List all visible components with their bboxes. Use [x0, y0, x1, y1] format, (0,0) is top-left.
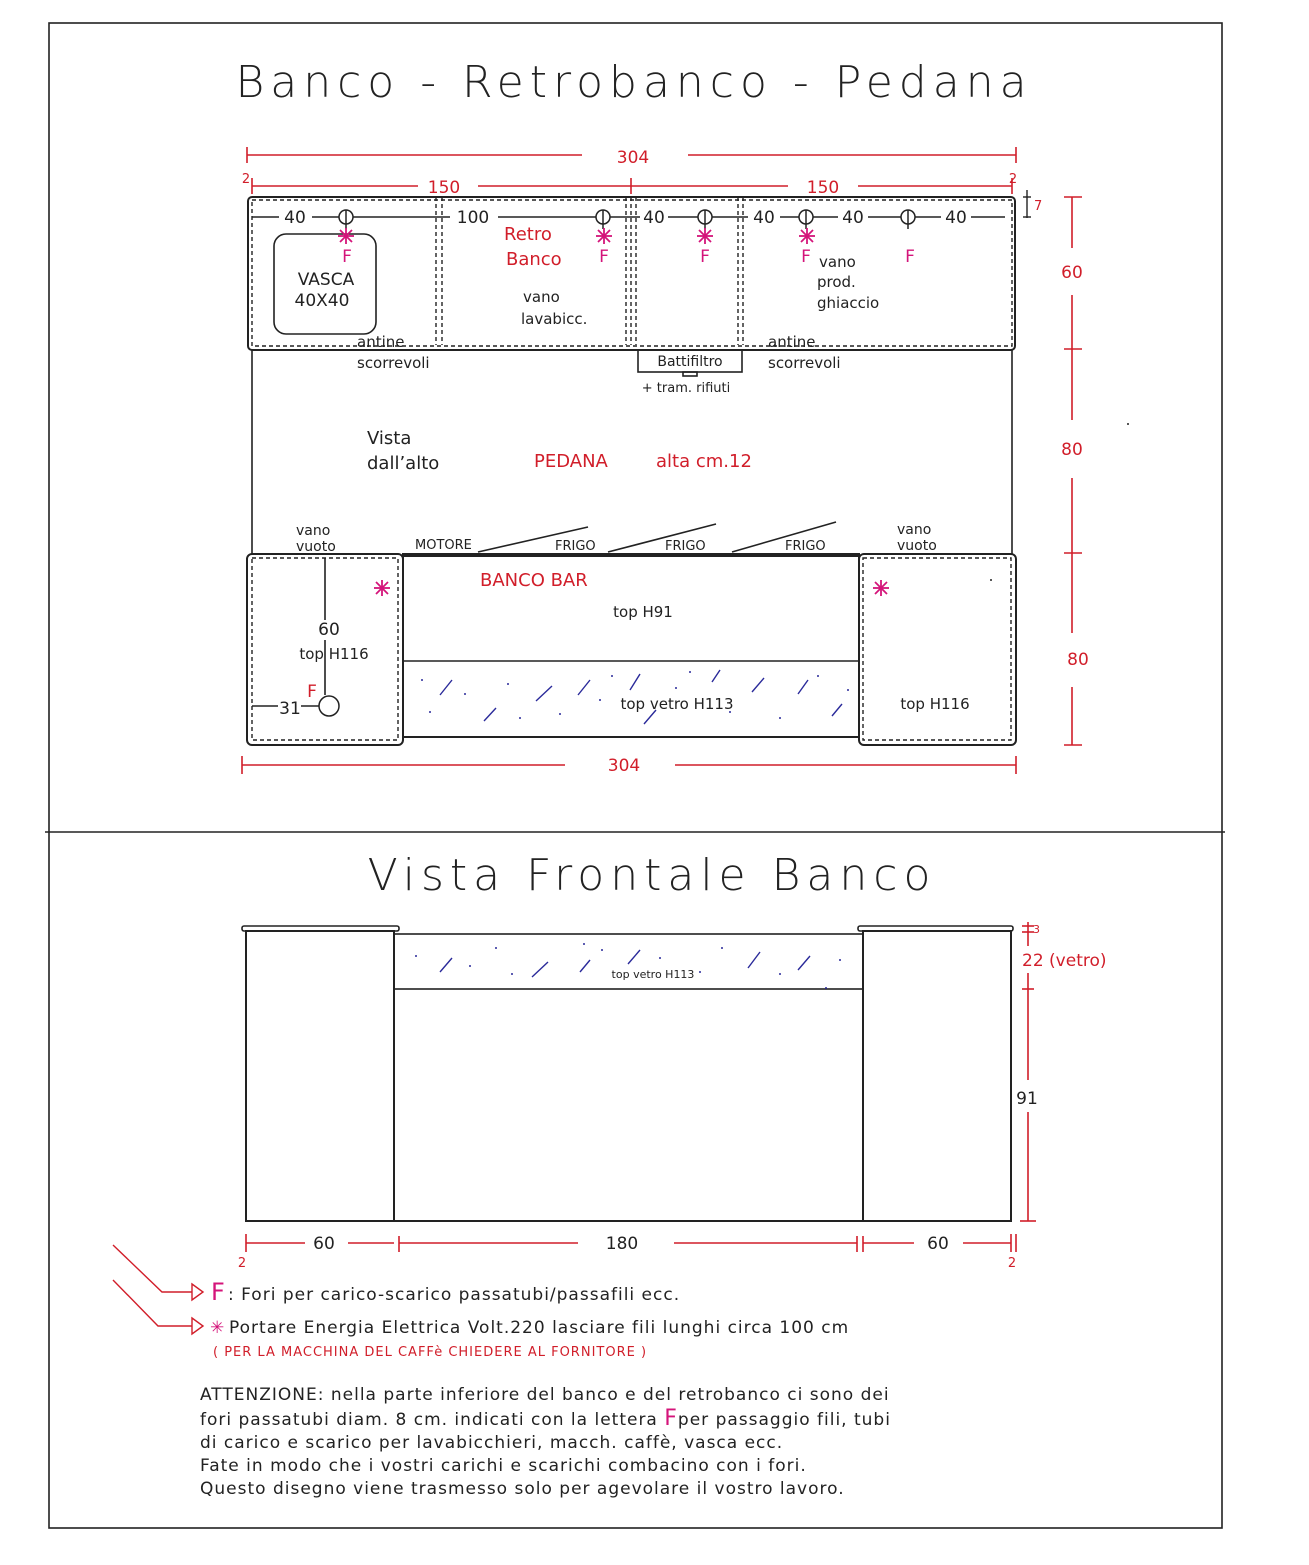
tram-rifiuti-label: + tram. rifiuti [641, 381, 731, 396]
legend-star-text: Portare Energia Elettrica Volt.220 lasciare fili lunghi circa 100 cm [229, 1318, 850, 1338]
dim-7 [1023, 190, 1042, 218]
notes-line-1: ATTENZIONE: nella parte inferiore del banco e del retrobanco ci sono dei [200, 1385, 890, 1405]
vasca-label-1: VASCA [297, 270, 355, 290]
dim-7-label: 7 [1034, 199, 1043, 214]
legend-f-text: : Fori per carico-scarico passatubi/passafili ecc. [228, 1285, 681, 1305]
vano-lavabicc-2: lavabicc. [521, 310, 588, 328]
dim-80-pedana: 80 [1061, 440, 1083, 460]
dim-40-d: 40 [842, 208, 864, 228]
dim-40-a: 40 [284, 208, 306, 228]
dim-304-top-label: 304 [616, 148, 650, 168]
vasca-label-2: 40X40 [294, 291, 350, 311]
attention-notes [200, 1384, 1100, 1501]
top-h116-right: top H116 [900, 695, 970, 713]
banco-right-block [859, 554, 1016, 745]
frigo-label-2: FRIGO [665, 539, 706, 554]
front-left-block [246, 931, 394, 1221]
vista-label-1: Vista [367, 428, 412, 449]
front-dim-3: 3 [1033, 923, 1040, 936]
top-h91-label: top H91 [613, 603, 673, 621]
legend-star-symbol: ✳ [210, 1318, 225, 1338]
hole-icon [319, 696, 339, 716]
antine-right-1: antine [768, 333, 816, 351]
front-dim-horizontal [238, 1234, 1016, 1271]
front-dim-180: 180 [605, 1234, 639, 1254]
hole-dimension-row [252, 208, 1005, 228]
vano-vuoto-left-2: vuoto [296, 539, 336, 555]
front-right-block [863, 931, 1011, 1221]
front-dim-60-left: 60 [313, 1234, 335, 1254]
dim-304-bottom-label: 304 [607, 756, 641, 776]
star-icon [374, 580, 390, 596]
dim-304-top [247, 147, 1016, 168]
pedana-label: PEDANA [534, 451, 608, 472]
legend-leaders [113, 1245, 203, 1334]
f-marker: F [801, 247, 811, 267]
star-icon [338, 228, 354, 244]
vano-lavabicc-1: vano [523, 288, 560, 306]
dim-60-depth: 60 [1061, 263, 1083, 283]
front-dim-2-right: 2 [1007, 1256, 1017, 1271]
star-icon [799, 228, 815, 244]
retro-label-2: Banco [506, 249, 562, 270]
legend-f-symbol: F [211, 1278, 225, 1306]
f-marker: F [700, 247, 710, 267]
vano-vuoto-left-1: vano [296, 523, 331, 539]
vano-vuoto-right-2: vuoto [897, 538, 937, 554]
dim-40-e: 40 [945, 208, 967, 228]
antine-left-2: scorrevoli [357, 354, 430, 372]
notes-line-2b: per passaggio fili, tubi [677, 1410, 891, 1430]
dim-2-left: 2 [241, 172, 251, 187]
bottom-title: Vista Frontale Banco [367, 850, 937, 901]
notes-line-3: di carico e scarico per lavabicchieri, macch. caffè, vasca ecc. [200, 1433, 784, 1453]
top-vetro-label: top vetro H113 [620, 695, 734, 713]
legend-coffee-note: ( PER LA MACCHINA DEL CAFFè CHIEDERE AL FORNITORE ) [213, 1345, 648, 1360]
f-marker: F [342, 247, 352, 267]
hole-icon [901, 210, 915, 229]
dim-80-banco: 80 [1067, 650, 1089, 670]
retro-label-1: Retro [504, 224, 552, 245]
pedana-height: alta cm.12 [656, 451, 752, 472]
vista-label-2: dall’alto [367, 453, 440, 474]
notes-line-4: Fate in modo che i vostri carichi e scarichi combacino con i fori. [200, 1456, 807, 1476]
antine-left-1: antine [357, 333, 405, 351]
front-dim-91: 91 [1016, 1089, 1038, 1109]
notes-line-5: Questo disegno viene trasmesso solo per agevolare il vostro lavoro. [200, 1479, 845, 1499]
vano-ghiaccio-2: prod. [817, 273, 856, 291]
retrobanco-inner [252, 200, 1012, 346]
front-dim-60-right: 60 [927, 1234, 949, 1254]
vano-ghiaccio-1: vano [819, 253, 856, 271]
dim-depth-right [1061, 197, 1089, 745]
vano-vuoto-right-1: vano [897, 522, 932, 538]
star-icon [697, 228, 713, 244]
banco-bar-label: BANCO BAR [480, 570, 588, 591]
dim-31-hole: 31 [279, 699, 301, 719]
frigo-label-3: FRIGO [785, 539, 826, 554]
top-title: Banco - Retrobanco - Pedana [235, 57, 1033, 108]
vano-ghiaccio-3: ghiaccio [817, 294, 880, 312]
dim-100: 100 [456, 208, 490, 228]
hole-icon [339, 210, 353, 229]
dim-40-c: 40 [753, 208, 775, 228]
motore-label: MOTORE [415, 538, 472, 553]
dim-40-b: 40 [643, 208, 665, 228]
f-marker: F [307, 682, 317, 702]
dim-150-left: 150 [427, 178, 461, 198]
notes-line-2 [200, 1407, 1100, 1432]
hole-icon [698, 210, 712, 229]
dim-150-halves [242, 172, 1017, 198]
f-marker: F [905, 247, 915, 267]
dim-60-hole: 60 [318, 620, 340, 640]
dim-2-right: 2 [1008, 172, 1018, 187]
notes-line-2a: fori passatubi diam. 8 cm. indicati con la lettera [200, 1410, 658, 1430]
battifiltro-label: Battifiltro [657, 354, 723, 370]
antine-right-2: scorrevoli [768, 354, 841, 372]
star-icon [596, 228, 612, 244]
f-marker: F [599, 247, 609, 267]
front-top-vetro-label: top vetro H113 [611, 968, 695, 981]
frigo-label-1: FRIGO [555, 539, 596, 554]
glass-texture-front [415, 943, 841, 989]
dim-150-right: 150 [806, 178, 840, 198]
hole-icon [596, 210, 610, 229]
hole-icon [799, 210, 813, 229]
star-icon [873, 580, 889, 596]
top-h116-left: top H116 [299, 645, 369, 663]
front-dim-22: 22 (vetro) [1022, 951, 1107, 971]
notes-f-symbol: F [664, 1406, 678, 1431]
front-dim-vertical [1016, 922, 1106, 1221]
front-dim-2-left: 2 [237, 1256, 247, 1271]
dim-304-bottom [242, 756, 1016, 776]
